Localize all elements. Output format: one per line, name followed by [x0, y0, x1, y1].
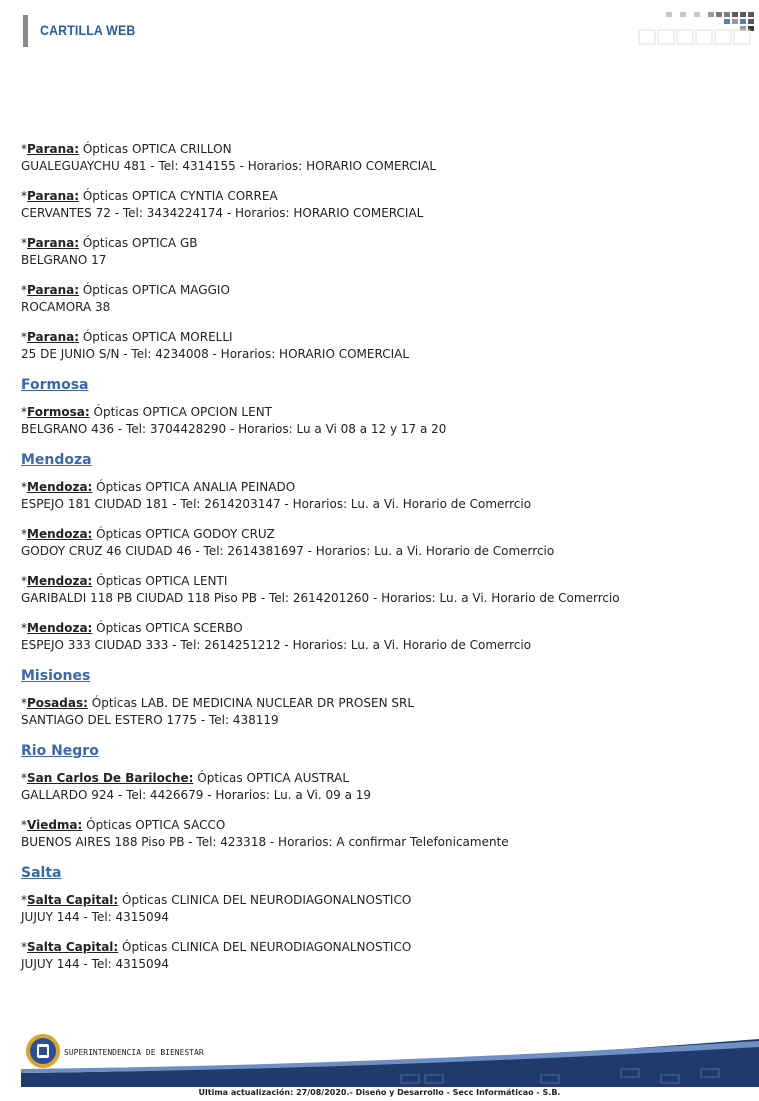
provider-city: Mendoza:	[27, 527, 93, 541]
provider-name-line: *Mendoza: Ópticas OPTICA GODOY CRUZ	[21, 527, 275, 541]
provider-name: OPTICA ANALIA PEINADO	[145, 480, 296, 494]
provider-name: OPTICA GB	[132, 236, 198, 250]
provider-entry	[21, 282, 751, 316]
organization-name: SUPERINTENDENCIA DE BIENESTAR	[64, 1048, 204, 1057]
provider-detail: CERVANTES 72 - Tel: 3434224174 - Horarios: HORARIO COMERCIAL	[21, 206, 424, 220]
provider-name: OPTICA SCERBO	[145, 621, 243, 635]
provider-entry	[21, 695, 751, 729]
provider-category: Ópticas	[91, 696, 138, 710]
provider-name-line: *Salta Capital: Ópticas CLINICA DEL NEURODIAGONALNOSTICO	[21, 893, 412, 907]
header-decoration-squares	[636, 10, 758, 50]
provider-entry	[21, 404, 751, 438]
provider-city: Viedma:	[27, 818, 83, 832]
provider-detail: ESPEJO 181 CIUDAD 181 - Tel: 2614203147 - Horarios: Lu. a Vi. Horario de Comerrcio	[21, 497, 532, 511]
header-accent-bar	[23, 15, 28, 47]
provider-entry	[21, 817, 751, 851]
provider-name-line: *Parana: Ópticas OPTICA GB	[21, 236, 198, 250]
provider-name-line: *Parana: Ópticas OPTICA MORELLI	[21, 330, 233, 344]
provider-name: OPTICA CRILLON	[132, 142, 232, 156]
provider-city: Parana:	[27, 189, 80, 203]
provider-name: OPTICA MAGGIO	[132, 283, 230, 297]
provider-name: OPTICA OPCION LENT	[142, 405, 273, 419]
provider-city: Mendoza:	[27, 480, 93, 494]
footer-wave-band	[21, 1039, 759, 1087]
provider-category: Ópticas	[197, 771, 243, 785]
region-heading: Rio Negro	[21, 743, 99, 759]
provider-detail: BELGRANO 436 - Tel: 3704428290 - Horarios: Lu a Vi 08 a 12 y 17 a 20	[21, 422, 447, 436]
last-updated-text: Ultima actualización: 27/08/2020.- Diseño y Desarrollo - Secc Informáticao - S.B.	[198, 1088, 561, 1097]
provider-detail: ROCAMORA 38	[21, 300, 111, 314]
provider-name: OPTICA CYNTIA CORREA	[132, 189, 278, 203]
provider-entry	[21, 235, 751, 269]
provider-name: OPTICA SACCO	[135, 818, 226, 832]
provider-name-line: *Salta Capital: Ópticas CLINICA DEL NEURODIAGONALNOSTICO	[21, 940, 412, 954]
region-heading: Formosa	[21, 377, 89, 393]
provider-entry	[21, 770, 751, 804]
provider-entry	[21, 188, 751, 222]
provider-city: Parana:	[27, 142, 80, 156]
provider-category: Ópticas	[122, 893, 168, 907]
provider-name-line: *Mendoza: Ópticas OPTICA ANALIA PEINADO	[21, 480, 296, 494]
provider-city: Salta Capital:	[27, 893, 119, 907]
page-title: CARTILLA WEB	[40, 22, 136, 38]
provider-detail: BELGRANO 17	[21, 253, 107, 267]
provider-name: CLINICA DEL NEURODIAGONALNOSTICO	[171, 940, 412, 954]
page-footer	[0, 1025, 759, 1101]
provider-detail: GARIBALDI 118 PB CIUDAD 118 Piso PB - Tel: 2614201260 - Horarios: Lu. a Vi. Horario de Comerrcio	[21, 591, 620, 605]
page-header	[0, 0, 759, 60]
provider-detail: 25 DE JUNIO S/N - Tel: 4234008 - Horarios: HORARIO COMERCIAL	[21, 347, 410, 361]
provider-name: CLINICA DEL NEURODIAGONALNOSTICO	[171, 893, 412, 907]
provider-detail: GODOY CRUZ 46 CIUDAD 46 - Tel: 2614381697 - Horarios: Lu. a Vi. Horario de Comerrcio	[21, 544, 555, 558]
provider-city: Mendoza:	[27, 574, 93, 588]
provider-city: Parana:	[27, 236, 80, 250]
provider-category: Ópticas	[96, 574, 142, 588]
provider-entry	[21, 620, 751, 654]
provider-detail: GUALEGUAYCHU 481 - Tel: 4314155 - Horarios: HORARIO COMERCIAL	[21, 159, 437, 173]
provider-entry	[21, 892, 751, 926]
provider-city: Salta Capital:	[27, 940, 119, 954]
provider-detail: JUJUY 144 - Tel: 4315094	[21, 957, 169, 971]
provider-detail: SANTIAGO DEL ESTERO 1775 - Tel: 438119	[21, 713, 279, 727]
provider-list	[21, 141, 751, 986]
provider-city: Parana:	[27, 283, 80, 297]
provider-name: OPTICA LENTI	[145, 574, 228, 588]
provider-city: Parana:	[27, 330, 80, 344]
provider-detail: JUJUY 144 - Tel: 4315094	[21, 910, 169, 924]
provider-category: Ópticas	[82, 330, 129, 344]
provider-city: Posadas:	[27, 696, 88, 710]
region-heading: Misiones	[21, 668, 91, 684]
provider-name: OPTICA GODOY CRUZ	[145, 527, 275, 541]
provider-name-line: *Viedma: Ópticas OPTICA SACCO	[21, 818, 226, 832]
provider-name: OPTICA MORELLI	[132, 330, 233, 344]
provider-name-line: *Mendoza: Ópticas OPTICA LENTI	[21, 574, 228, 588]
provider-category: Ópticas	[82, 236, 129, 250]
provider-name-line: *San Carlos De Bariloche: Ópticas OPTICA AUSTRAL	[21, 771, 350, 785]
provider-category: Ópticas	[86, 818, 132, 832]
provider-name-line: *Formosa: Ópticas OPTICA OPCION LENT	[21, 405, 273, 419]
provider-name-line: *Parana: Ópticas OPTICA MAGGIO	[21, 283, 230, 297]
provider-category: Ópticas	[82, 283, 129, 297]
provider-category: Ópticas	[96, 480, 142, 494]
provider-name: LAB. DE MEDICINA NUCLEAR DR PROSEN SRL	[140, 696, 415, 710]
provider-entry	[21, 479, 751, 513]
provider-detail: GALLARDO 924 - Tel: 4426679 - Horarios: Lu. a Vi. 09 a 19	[21, 788, 372, 802]
provider-name-line: *Parana: Ópticas OPTICA CRILLON	[21, 142, 232, 156]
provider-name-line: *Mendoza: Ópticas OPTICA SCERBO	[21, 621, 243, 635]
provider-city: San Carlos De Bariloche:	[27, 771, 194, 785]
provider-category: Ópticas	[82, 142, 129, 156]
provider-detail: BUENOS AIRES 188 Piso PB - Tel: 423318 - Horarios: A confirmar Telefonicamente	[21, 835, 509, 849]
provider-entry	[21, 329, 751, 363]
region-heading: Salta	[21, 865, 62, 881]
provider-city: Mendoza:	[27, 621, 93, 635]
provider-category: Ópticas	[96, 621, 142, 635]
provider-city: Formosa:	[27, 405, 90, 419]
provider-entry	[21, 526, 751, 560]
provider-entry	[21, 141, 751, 175]
provider-category: Ópticas	[122, 940, 168, 954]
provider-name: OPTICA AUSTRAL	[246, 771, 350, 785]
region-heading: Mendoza	[21, 452, 92, 468]
provider-entry	[21, 939, 751, 973]
provider-category: Ópticas	[93, 405, 139, 419]
provider-category: Ópticas	[82, 189, 129, 203]
provider-category: Ópticas	[96, 527, 142, 541]
provider-name-line: *Posadas: Ópticas LAB. DE MEDICINA NUCLEAR DR PROSEN SRL	[21, 696, 415, 710]
provider-detail: ESPEJO 333 CIUDAD 333 - Tel: 2614251212 - Horarios: Lu. a Vi. Horario de Comerrcio	[21, 638, 532, 652]
provider-name-line: *Parana: Ópticas OPTICA CYNTIA CORREA	[21, 189, 278, 203]
provider-entry	[21, 573, 751, 607]
institution-seal-icon	[25, 1033, 61, 1069]
